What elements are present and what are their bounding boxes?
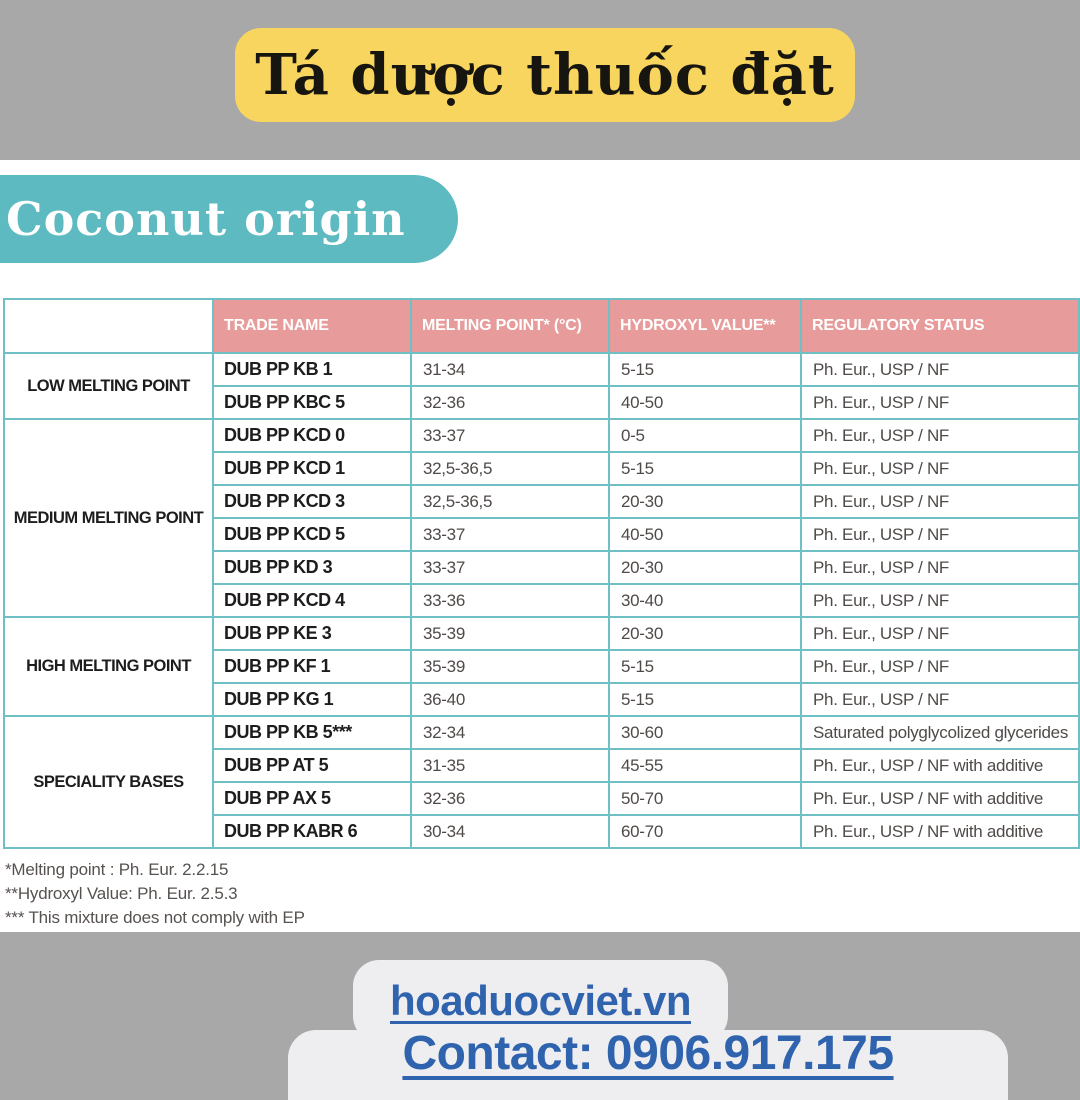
table-body (4, 353, 1079, 848)
header-regulatory-status: REGULATORY STATUS (801, 299, 1079, 353)
trade-name-cell: DUB PP KABR 6 (213, 815, 411, 848)
melting-point-cell: 32,5-36,5 (411, 452, 609, 485)
melting-point-cell: 32-34 (411, 716, 609, 749)
header-melting-point: MELTING POINT* (°C) (411, 299, 609, 353)
header-hydroxyl-value: HYDROXYL VALUE** (609, 299, 801, 353)
melting-point-cell: 31-35 (411, 749, 609, 782)
regulatory-status-cell: Ph. Eur., USP / NF (801, 419, 1079, 452)
melting-point-cell: 30-34 (411, 815, 609, 848)
melting-point-cell: 35-39 (411, 617, 609, 650)
website-link[interactable]: hoaduocviet.vn (389, 977, 692, 1024)
trade-name-cell: DUB PP KCD 0 (213, 419, 411, 452)
regulatory-status-cell: Ph. Eur., USP / NF (801, 518, 1079, 551)
trade-name-cell: DUB PP KB 1 (213, 353, 411, 386)
regulatory-status-cell: Ph. Eur., USP / NF (801, 650, 1079, 683)
category-cell: LOW MELTING POINT (4, 353, 213, 419)
melting-point-cell: 33-37 (411, 518, 609, 551)
coconut-table (3, 298, 1080, 849)
regulatory-status-cell: Ph. Eur., USP / NF (801, 386, 1079, 419)
regulatory-status-cell: Saturated polyglycolized glycerides (801, 716, 1079, 749)
hydroxyl-value-cell: 5-15 (609, 650, 801, 683)
trade-name-cell: DUB PP KF 1 (213, 650, 411, 683)
footnote-mixture: *** This mixture does not comply with EP (5, 908, 305, 928)
trade-name-cell: DUB PP KBC 5 (213, 386, 411, 419)
trade-name-cell: DUB PP AT 5 (213, 749, 411, 782)
hydroxyl-value-cell: 5-15 (609, 452, 801, 485)
table-row (4, 419, 1079, 452)
hydroxyl-value-cell: 20-30 (609, 485, 801, 518)
header-trade-name: TRADE NAME (213, 299, 411, 353)
table-row (4, 353, 1079, 386)
hydroxyl-value-cell: 40-50 (609, 518, 801, 551)
category-cell: HIGH MELTING POINT (4, 617, 213, 716)
trade-name-cell: DUB PP KD 3 (213, 551, 411, 584)
melting-point-cell: 32,5-36,5 (411, 485, 609, 518)
hydroxyl-value-cell: 45-55 (609, 749, 801, 782)
title-banner (235, 28, 855, 122)
melting-point-cell: 33-37 (411, 419, 609, 452)
hydroxyl-value-cell: 20-30 (609, 551, 801, 584)
melting-point-cell: 31-34 (411, 353, 609, 386)
trade-name-cell: DUB PP AX 5 (213, 782, 411, 815)
table-row (4, 617, 1079, 650)
table-header-row (4, 299, 1079, 353)
melting-point-cell: 32-36 (411, 782, 609, 815)
regulatory-status-cell: Ph. Eur., USP / NF with additive (801, 749, 1079, 782)
footnote-melting-point: *Melting point : Ph. Eur. 2.2.15 (5, 860, 229, 879)
trade-name-cell: DUB PP KCD 1 (213, 452, 411, 485)
trade-name-cell: DUB PP KB 5*** (213, 716, 411, 749)
trade-name-cell: DUB PP KCD 4 (213, 584, 411, 617)
footnotes (5, 858, 305, 930)
regulatory-status-cell: Ph. Eur., USP / NF with additive (801, 782, 1079, 815)
regulatory-status-cell: Ph. Eur., USP / NF with additive (801, 815, 1079, 848)
section-badge-label: Coconut origin (6, 192, 406, 246)
regulatory-status-cell: Ph. Eur., USP / NF (801, 584, 1079, 617)
hydroxyl-value-cell: 5-15 (609, 353, 801, 386)
footnote-hydroxyl-value: **Hydroxyl Value: Ph. Eur. 2.5.3 (5, 884, 238, 904)
regulatory-status-cell: Ph. Eur., USP / NF (801, 617, 1079, 650)
header-spacer-cell (4, 299, 213, 353)
melting-point-cell: 36-40 (411, 683, 609, 716)
category-cell: SPECIALITY BASES (4, 716, 213, 848)
section-badge (0, 175, 458, 263)
contact-link[interactable]: Contact: 0906.917.175 (402, 1027, 894, 1080)
trade-name-cell: DUB PP KCD 5 (213, 518, 411, 551)
hydroxyl-value-cell: 30-40 (609, 584, 801, 617)
regulatory-status-cell: Ph. Eur., USP / NF (801, 485, 1079, 518)
melting-point-cell: 35-39 (411, 650, 609, 683)
regulatory-status-cell: Ph. Eur., USP / NF (801, 551, 1079, 584)
table-row (4, 716, 1079, 749)
hydroxyl-value-cell: 50-70 (609, 782, 801, 815)
hydroxyl-value-cell: 20-30 (609, 617, 801, 650)
hydroxyl-value-cell: 0-5 (609, 419, 801, 452)
category-cell: MEDIUM MELTING POINT (4, 419, 213, 617)
hydroxyl-value-cell: 60-70 (609, 815, 801, 848)
regulatory-status-cell: Ph. Eur., USP / NF (801, 683, 1079, 716)
regulatory-status-cell: Ph. Eur., USP / NF (801, 353, 1079, 386)
trade-name-cell: DUB PP KCD 3 (213, 485, 411, 518)
trade-name-cell: DUB PP KE 3 (213, 617, 411, 650)
hydroxyl-value-cell: 30-60 (609, 716, 801, 749)
regulatory-status-cell: Ph. Eur., USP / NF (801, 452, 1079, 485)
page-title: Tá dược thuốc đặt (255, 42, 835, 108)
content-sheet (0, 160, 1080, 932)
melting-point-cell: 32-36 (411, 386, 609, 419)
melting-point-cell: 33-36 (411, 584, 609, 617)
trade-name-cell: DUB PP KG 1 (213, 683, 411, 716)
hydroxyl-value-cell: 40-50 (609, 386, 801, 419)
melting-point-cell: 33-37 (411, 551, 609, 584)
contact-box (288, 1027, 1008, 1100)
hydroxyl-value-cell: 5-15 (609, 683, 801, 716)
